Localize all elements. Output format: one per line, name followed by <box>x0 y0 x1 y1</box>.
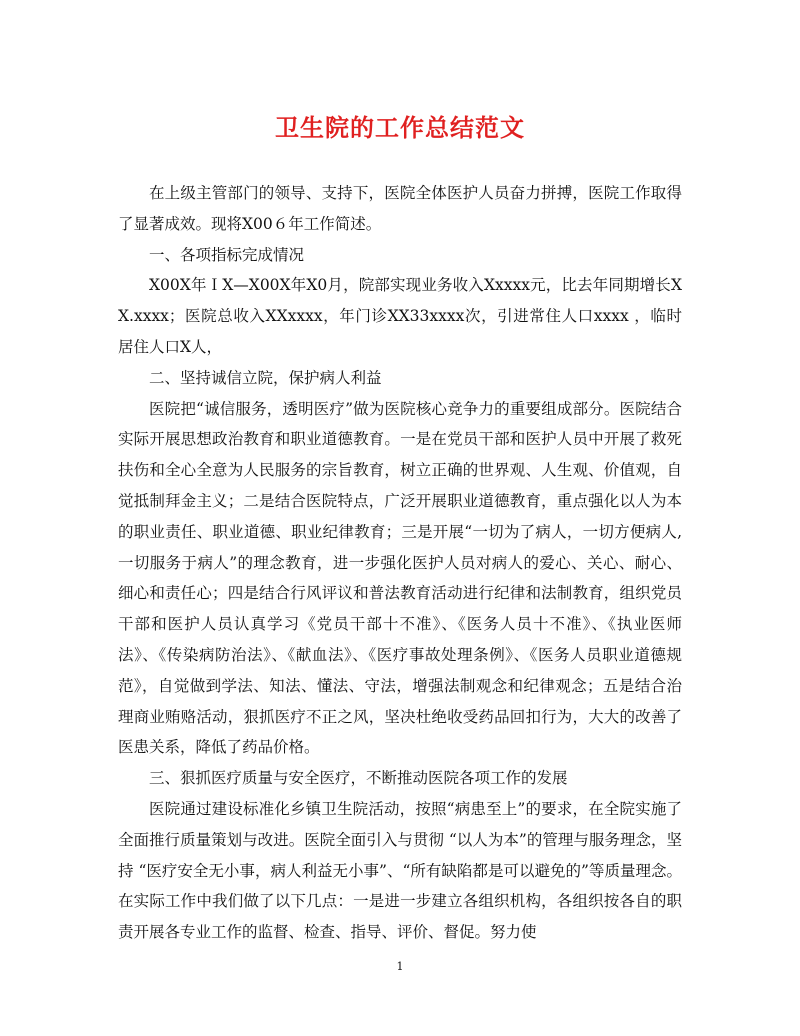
heading-section-1: 一、各项指标完成情况 <box>149 245 305 264</box>
paragraph-quality: 医院通过建设标准化乡镇卫生院活动，按照“病患至上”的要求，在全院实施了全面推行质量策划与改进。医院全面引入与贯彻 “以人为本”的管理与服务理念，坚持 “医疗安全无小事，病人利益无小事”、“所有缺陷都是可以避免的”等质量理念。在实际工作中我们做了以下几点：一是进一步建立各组织机构，各组织按各自的职责开展各专业工作的监督、检查、指导、评价、督促。努力使 <box>118 799 682 942</box>
paragraph-integrity: 医院把“诚信服务，透明医疗”做为医院核心竞争力的重要组成部分。医院结合实际开展思想政治教育和职业道德教育。一是在党员干部和医护人员中开展了救死扶伤和全心全意为人民服务的宗旨教育，树立正确的世界观、人生观、价值观，自觉抵制拜金主义；二是结合医院特点，广泛开展职业道德教育，重点强化以人为本的职业责任、职业道德、职业纪律教育；三是开展“一切为了病人，一切方便病人,一切服务于病人”的理念教育，进一步强化医护人员对病人的爱心、关心、耐心、细心和责任心；四是结合行风评议和普法教育活动进行纪律和法制教育，组织党员干部和医护人员认真学习《党员干部十不准》、《医务人员十不准》、《执业医师法》、《传染病防治法》、《献血法》、《医疗事故处理条例》、《医务人员职业道德规范》，自觉做到学法、知法、懂法、守法，增强法制观念和纪律观念；五是结合治理商业贿赂活动，狠抓医疗不正之风，坚决杜绝收受药品回扣行为，大大的改善了医患关系，降低了药品价格。 <box>118 399 682 757</box>
page-number: 1 <box>396 960 404 973</box>
document-title: 卫生院的工作总结范文 <box>275 113 525 142</box>
document-body <box>118 178 682 948</box>
paragraph-intro: 在上级主管部门的领导、支持下，医院全体医护人员奋力拼搏，医院工作取得了显著成效。现将X00６年工作简述。 <box>118 184 682 233</box>
paragraph-indicators: X00X年ＩX—X00X年X0月，院部实现业务收入Xxxxx元，比去年同期增长XX.xxxx；医院总收入XXxxxx，年门诊XX33xxxx次，引进常住人口xxxx ，临时居住人口X人， <box>118 276 682 356</box>
heading-section-3: 三、狠抓医疗质量与安全医疗，不断推动医院各项工作的发展 <box>149 769 568 788</box>
heading-section-2: 二、坚持诚信立院，保护病人利益 <box>149 368 382 387</box>
